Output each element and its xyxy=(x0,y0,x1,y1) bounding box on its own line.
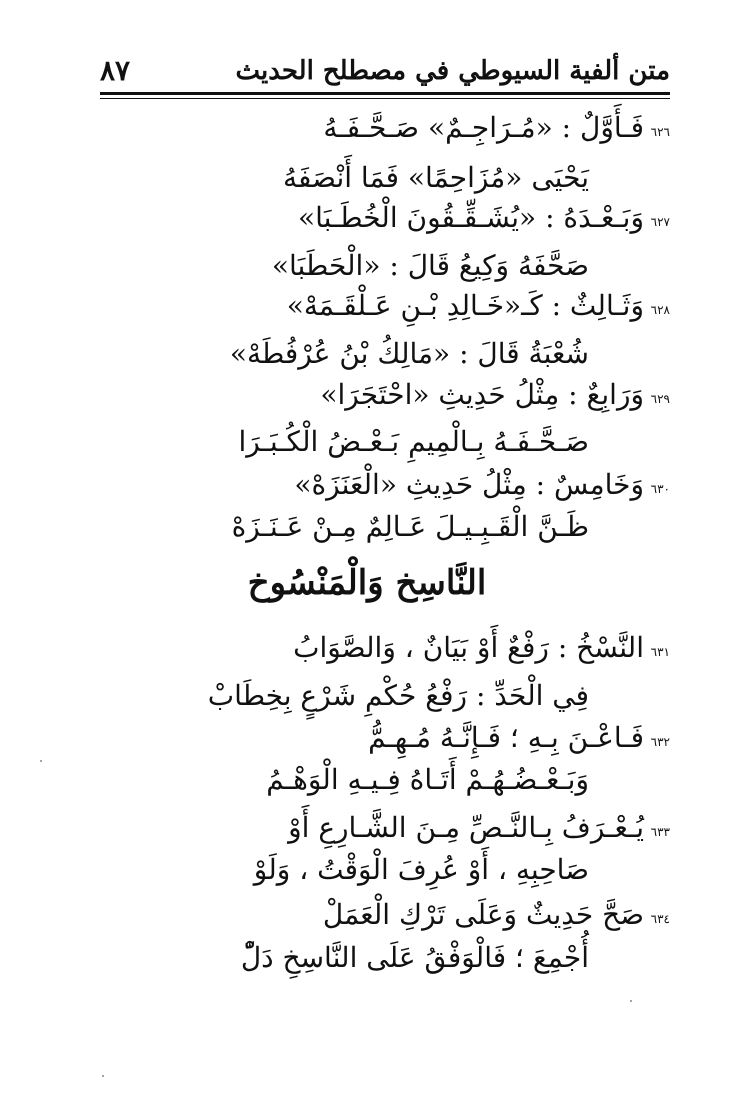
verse-first-hemistich: فَـاعْـنَ بِـهِ ؛ فَـإِنَّـهُ مُـهِـمُّ xyxy=(368,721,644,754)
verse-first-hemistich: وَثَـالِثٌ : كَـ«خَـالِدِ بْـنِ عَـلْقَـمَهْ» xyxy=(286,289,644,322)
header-rule-thin xyxy=(100,98,670,99)
verse-second-hemistich: صَاحِبِهِ ، أَوْ عُرِفَ الْوَقْتُ ، وَلَوْ xyxy=(253,853,589,886)
verse-number: ٦٣١ xyxy=(650,645,670,659)
verse-first-hemistich: فَـأَوَّلٌ : «مُـرَاجِـمٌ» صَـحَّـفَـهُ xyxy=(323,111,644,144)
verse-number: ٦٣٣ xyxy=(650,825,670,839)
running-header xyxy=(100,50,670,90)
verse-second-hemistich: ظَـنَّ الْقَـبِـيـلَ عَـالِمٌ مِـنْ عَـنَـزَهْ xyxy=(231,510,589,543)
verse-number: ٦٢٩ xyxy=(650,392,670,406)
scan-speck xyxy=(40,760,42,762)
verse-second-hemistich: صَـحَّـفَـهُ بِـالْمِيمِ بَـعْـضُ الْكُـبَـرَا xyxy=(238,425,589,458)
verse-second-hemistich: فِي الْحَدِّ : رَفْعُ حُكْمِ شَرْعٍ بِخِطَابْ xyxy=(207,679,589,712)
verse-number: ٦٢٧ xyxy=(650,215,670,229)
verse-first-hemistich: النَّسْخُ : رَفْعٌ أَوْ بَيَانٌ ، وَالصَّوَابُ xyxy=(293,631,644,664)
verse-number: ٦٢٨ xyxy=(650,303,670,317)
verse-first-hemistich: وَبَـعْـدَهُ : «يُشَـقِّـقُونَ الْخُطَـبَا» xyxy=(297,201,644,234)
verse-first-hemistich: يُـعْـرَفُ بِـالنَّـصِّ مِـنَ الشَّـارِعِ أَوْ xyxy=(288,811,644,844)
verse-second-hemistich: وَبَـعْـضُـهُـمْ أَتَـاهُ فِـيـهِ الْوَهْـمُ xyxy=(266,763,589,796)
verse-number: ٦٢٦ xyxy=(650,125,670,139)
page-number: ٨٧ xyxy=(100,54,131,87)
verse-first-hemistich: وَرَابِعٌ : مِثْلُ حَدِيثِ «احْتَجَرَا» xyxy=(320,378,644,411)
header-rule-thick xyxy=(100,92,670,95)
verse-number: ٦٣٢ xyxy=(650,735,670,749)
verse-second-hemistich: يَحْيَى «مُزَاحِمًا» فَمَا أَنْصَفَهُ xyxy=(282,161,589,194)
verse-second-hemistich: صَحَّفَهُ وَكِيعُ قَالَ : «الْحَطَبَا» xyxy=(271,249,589,282)
scan-speck xyxy=(102,1075,104,1077)
verse-number: ٦٣٤ xyxy=(650,912,670,926)
verse-second-hemistich: شُعْبَةُ قَالَ : «مَالِكُ بْنُ عُرْفُطَهْ» xyxy=(229,337,589,370)
verse-first-hemistich: صَحَّ حَدِيثٌ وَعَلَى تَرْكِ الْعَمَلْ xyxy=(322,898,644,931)
book-title: متن ألفية السيوطي في مصطلح الحديث xyxy=(235,56,670,86)
verse-number: ٦٣٠ xyxy=(650,482,670,496)
verse-first-hemistich: وَخَامِسٌ : مِثْلُ حَدِيثِ «الْعَنَزَهْ» xyxy=(294,468,644,501)
section-heading: النَّاسِخ وَالْمَنْسُوخ xyxy=(247,563,487,603)
scan-speck xyxy=(630,1000,632,1002)
verse-second-hemistich: أُجْمِعَ ؛ فَالْوَفْقُ عَلَى النَّاسِخِ دَلّْ xyxy=(240,941,589,974)
